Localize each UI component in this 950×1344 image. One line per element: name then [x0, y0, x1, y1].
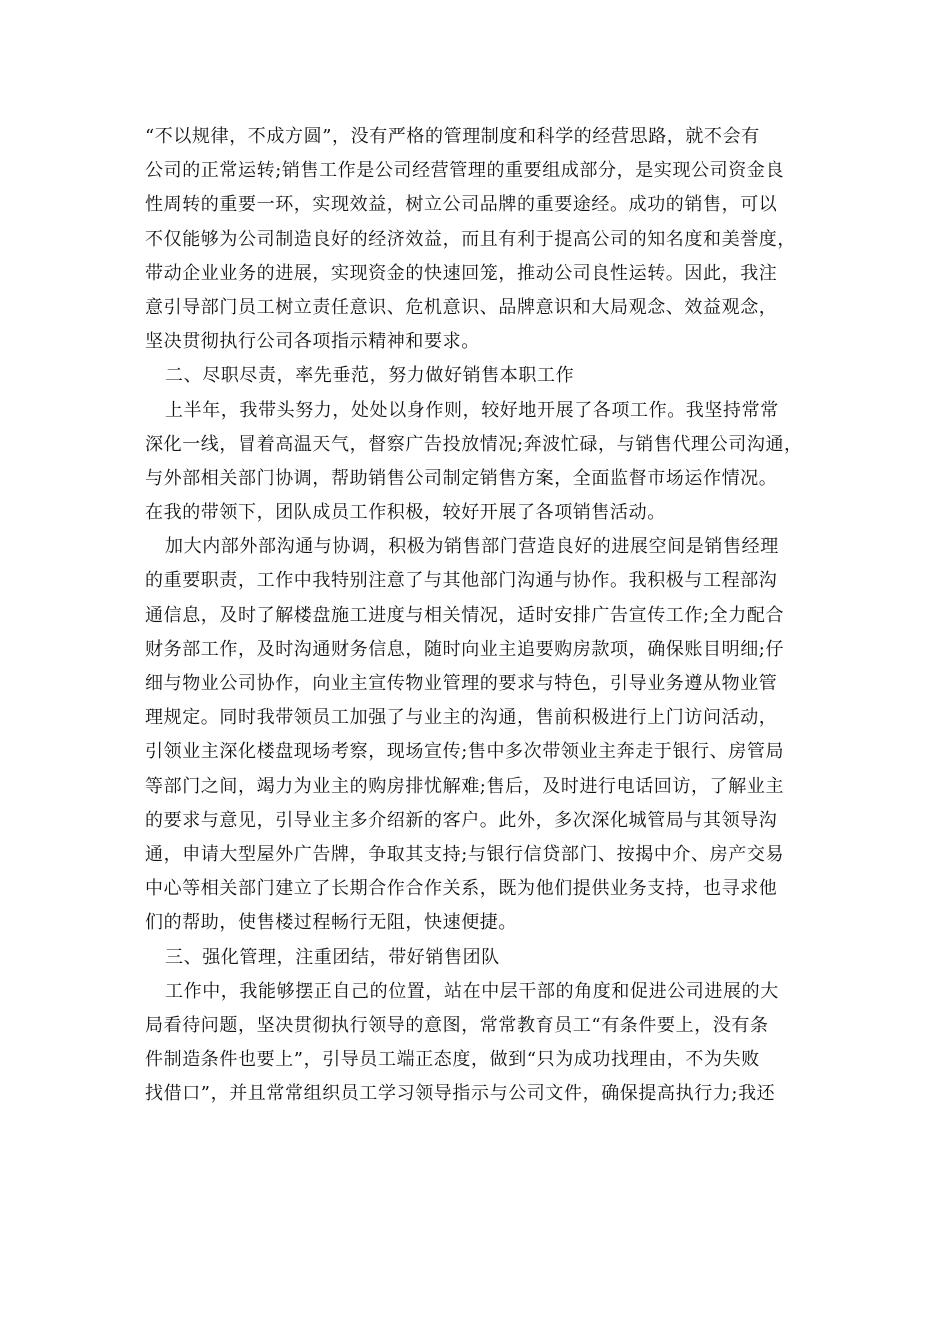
- section-heading: 三、强化管理，注重团结，带好销售团队: [165, 946, 500, 968]
- text-line: 通信息，及时了解楼盘施工进度与相关情况，适时安排广告宣传工作;全力配合: [145, 604, 785, 626]
- text-line: 坚决贯彻执行公司各项指示精神和要求。: [145, 331, 480, 353]
- text-line: 不仅能够为公司制造良好的经济效益，而且有利于提高公司的知名度和美誉度，: [145, 228, 796, 250]
- text-line: 细与物业公司协作，向业主宣传物业管理的要求与特色，引导业务遵从物业管: [145, 673, 778, 694]
- text-line: 局看待问题，坚决贯彻执行领导的意图，常常教育员工“有条件要上，没有条: [145, 1014, 769, 1036]
- text-line: 的要求与意见，引导业主多介绍新的客户。此外，多次深化城管局与其领导沟: [145, 809, 778, 831]
- text-line: 等部门之间，竭力为业主的购房排忧解难;售后，及时进行电话回访，了解业主: [145, 775, 785, 797]
- text-line: 们的帮助，使售楼过程畅行无阻，快速便捷。: [145, 912, 517, 934]
- text-line: 引领业主深化楼盘现场考察，现场宣传;售中多次带领业主奔走于银行、房管局: [145, 741, 785, 763]
- text-line: 上半年，我带头努力，处处以身作则，较好地开展了各项工作。我坚持常常: [165, 399, 779, 421]
- text-line: 性周转的重要一环，实现效益，树立公司品牌的重要途经。成功的销售，可以: [145, 194, 778, 216]
- text-line: 找借口”，并且常常组织员工学习领导指示与公司文件，确保提高执行力;我还: [145, 1083, 776, 1105]
- text-line: 加大内部外部沟通与协调，积极为销售部门营造良好的进展空间是销售经理: [165, 536, 779, 558]
- text-line: 件制造条件也要上”，引导员工端正态度，做到“只为成功找理由，不为失败: [145, 1049, 760, 1071]
- text-line: 公司的正常运转;销售工作是公司经营管理的重要组成部分，是实现公司资金良: [145, 160, 785, 182]
- text-line: 通，申请大型屋外广告牌，争取其支持;与银行信贷部门、按揭中介、房产交易: [145, 843, 785, 865]
- document-body: [145, 120, 825, 1111]
- text-line: 深化一线，冒着高温天气，督察广告投放情况;奔波忙碌，与销售代理公司沟通，: [145, 433, 803, 455]
- text-line: 意引导部门员工树立责任意识、危机意识、品牌意识和大局观念、效益观念，: [145, 296, 778, 318]
- text-line: 的重要职责，工作中我特别注意了与其他部门沟通与协作。我积极与工程部沟: [145, 570, 778, 592]
- section-heading: 二、尽职尽责，率先垂范，努力做好销售本职工作: [165, 365, 575, 387]
- text-line: 与外部相关部门协调，帮助销售公司制定销售方案，全面监督市场运作情况。: [145, 467, 778, 489]
- text-line: 带动企业业务的进展，实现资金的快速回笼，推动公司良性运转。因此，我注: [145, 262, 778, 284]
- text-line: 理规定。同时我带领员工加强了与业主的沟通，售前积极进行上门访问活动，: [145, 707, 778, 729]
- text-line: 在我的带领下，团队成员工作积极，较好开展了各项销售活动。: [145, 502, 666, 524]
- text-line: 中心等相关部门建立了长期合作合作关系，既为他们提供业务支持，也寻求他: [145, 878, 778, 900]
- text-line: 工作中，我能够摆正自己的位置，站在中层干部的角度和促进公司进展的大: [165, 980, 779, 1002]
- text-line: “不以规律，不成方圆”，没有严格的管理制度和科学的经营思路，就不会有: [145, 126, 760, 147]
- text-line: 财务部工作，及时沟通财务信息，随时向业主追要购房款项，确保账目明细;仔: [145, 638, 785, 660]
